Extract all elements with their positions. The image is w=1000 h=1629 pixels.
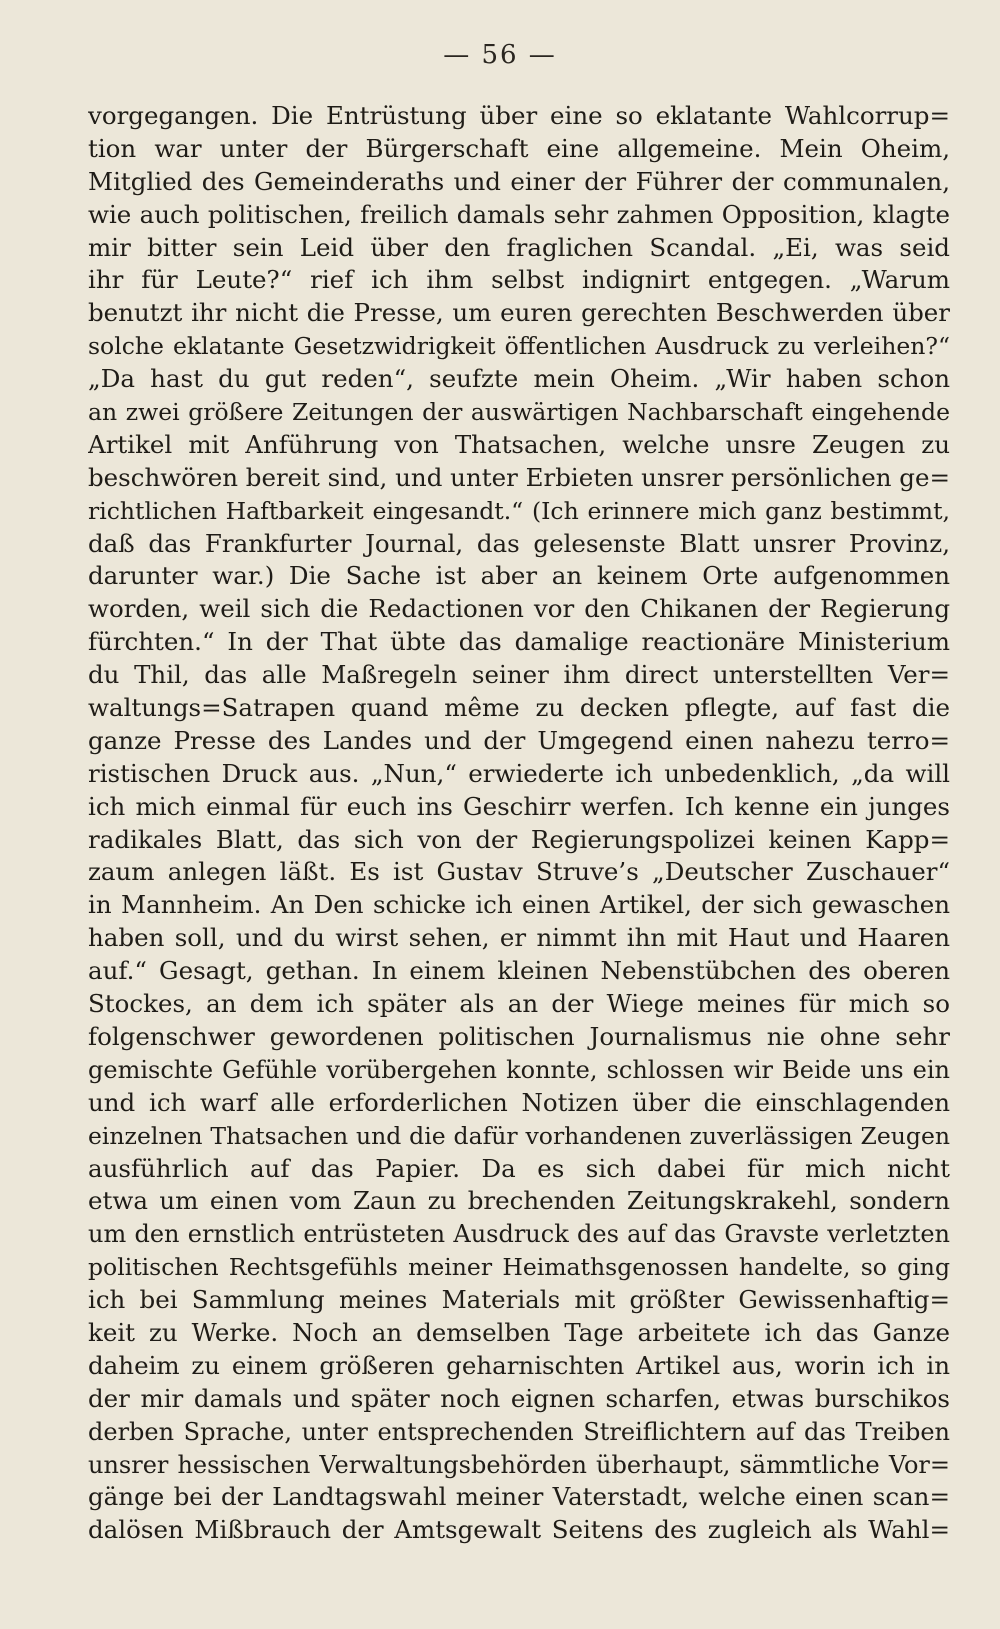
text-line: ihr für Leute?“ rief ich ihm selbst indignirt entgegen. „Warum — [88, 265, 950, 295]
text-line: darunter war.) Die Sache ist aber an keinem Orte aufgenommen — [88, 561, 950, 591]
text-line: zaum anlegen läßt. Es ist Gustav Struve’s „Deutscher Zuschauer“ — [88, 857, 950, 887]
text-line: unsrer hessischen Verwaltungsbehörden überhaupt, sämmtliche Vor= — [88, 1450, 950, 1479]
text-line: mir bitter sein Leid über den fraglichen Scandal. „Ei, was seid — [88, 232, 950, 262]
text-line: der mir damals und später noch eignen scharfen, etwas burschikos — [88, 1383, 950, 1413]
text-line: an zwei größere Zeitungen der auswärtigen Nachbarschaft eingehende — [88, 398, 950, 427]
text-line: vorgegangen. Die Entrüstung über eine so eklatante Wahlcorrup= — [88, 101, 950, 130]
text-line: haben soll, und du wirst sehen, er nimmt ihn mit Haut und Haaren — [88, 923, 950, 953]
text-line: etwa um einen vom Zaun zu brechenden Zeitungskrakehl, sondern — [88, 1186, 950, 1216]
text-line: dalösen Mißbrauch der Amtsgewalt Seitens des zugleich als Wahl= — [88, 1515, 950, 1545]
text-line: Mitglied des Gemeinderaths und einer der Führer der communalen, — [88, 166, 950, 196]
text-line: einzelnen Thatsachen und die dafür vorhandenen zuverlässigen Zeugen — [88, 1121, 950, 1150]
text-line: daheim zu einem größeren geharnischten Artikel aus, worin ich in — [88, 1350, 950, 1380]
text-line: richtlichen Haftbarkeit eingesandt.“ (Ich erinnere mich ganz bestimmt, — [88, 496, 950, 525]
text-line: ich mich einmal für euch ins Geschirr werfen. Ich kenne ein junges — [88, 791, 950, 821]
text-line: „Da hast du gut reden“, seufzte mein Oheim. „Wir haben schon — [88, 364, 950, 394]
text-line: Stockes, an dem ich später als an der Wiege meines für mich so — [88, 989, 950, 1019]
text-line: in Mannheim. An Den schicke ich einen Artikel, der sich gewaschen — [88, 890, 950, 920]
text-line: gänge bei der Landtagswahl meiner Vaterstadt, welche einen scan= — [88, 1482, 950, 1512]
text-line: auf.“ Gesagt, gethan. In einem kleinen Nebenstübchen des oberen — [88, 956, 950, 986]
text-line: ausführlich auf das Papier. Da es sich dabei für mich nicht — [88, 1153, 950, 1183]
text-line: politischen Rechtsgefühls meiner Heimathsgenossen handelte, so ging — [88, 1253, 950, 1282]
text-line: beschwören bereit sind, und unter Erbieten unsrer persönlichen ge= — [88, 462, 950, 492]
text-line: derben Sprache, unter entsprechenden Streiflichtern auf das Treiben — [88, 1417, 950, 1446]
text-line: gemischte Gefühle vorübergehen konnte, schlossen wir Beide uns ein — [88, 1055, 950, 1084]
text-line: radikales Blatt, das sich von der Regierungspolizei keinen Kapp= — [88, 824, 950, 854]
text-line: Artikel mit Anführung von Thatsachen, welche unsre Zeugen zu — [88, 429, 950, 459]
text-line: ristischen Druck aus. „Nun,“ erwiederte ich unbedenklich, „da will — [88, 758, 950, 788]
text-line: waltungs=Satrapen quand même zu decken pflegte, auf fast die — [88, 693, 950, 723]
text-line: solche eklatante Gesetzwidrigkeit öffentlichen Ausdruck zu verleihen?“ — [88, 332, 950, 361]
page-number: — 56 — — [443, 40, 557, 70]
text-line: wie auch politischen, freilich damals sehr zahmen Opposition, klagte — [88, 199, 950, 229]
text-line: tion war unter der Bürgerschaft eine allgemeine. Mein Oheim, — [88, 133, 950, 163]
text-line: und ich warf alle erforderlichen Notizen über die einschlagenden — [88, 1087, 950, 1117]
text-line: daß das Frankfurter Journal, das gelesenste Blatt unsrer Provinz, — [88, 528, 950, 558]
text-line: du Thil, das alle Maßregeln seiner ihm direct unterstellten Ver= — [88, 660, 950, 690]
text-line: ganze Presse des Landes und der Umgegend einen nahezu terro= — [88, 725, 950, 755]
text-line: fürchten.“ In der That übte das damalige reactionäre Ministerium — [88, 627, 950, 657]
body-text — [88, 100, 950, 1547]
text-line: folgenschwer gewordenen politischen Journalismus nie ohne sehr — [88, 1021, 950, 1051]
text-line: keit zu Werke. Noch an demselben Tage arbeitete ich das Ganze — [88, 1317, 950, 1347]
text-line: um den ernstlich entrüsteten Ausdruck des auf das Gravste verletzten — [88, 1220, 950, 1249]
text-line: benutzt ihr nicht die Presse, um euren gerechten Beschwerden über — [88, 298, 950, 328]
text-line: ich bei Sammlung meines Materials mit größter Gewissenhaftig= — [88, 1285, 950, 1315]
text-line: worden, weil sich die Redactionen vor den Chikanen der Regierung — [88, 594, 950, 624]
